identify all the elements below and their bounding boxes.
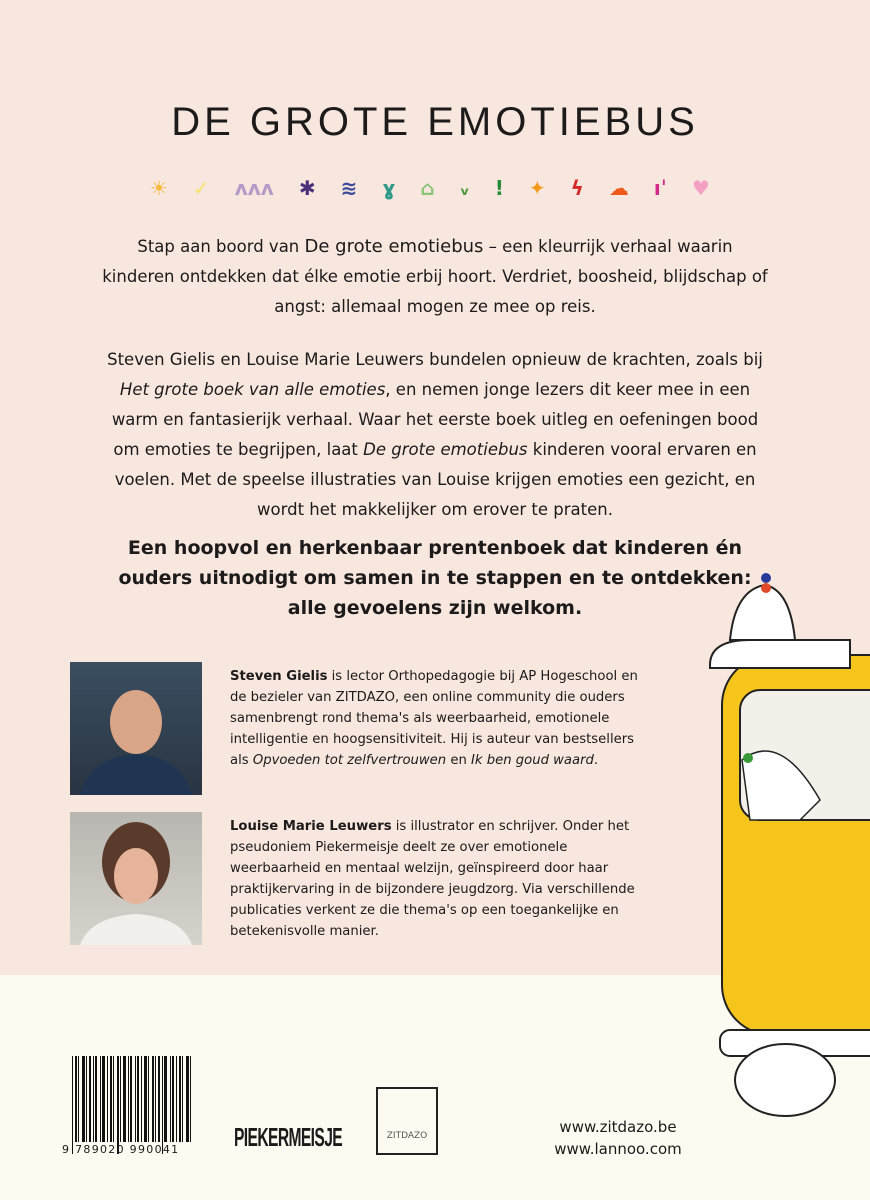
book-title-inline: De grote emotiebus	[304, 236, 484, 257]
intro-paragraph	[100, 232, 770, 322]
barcode-bar	[162, 1056, 163, 1154]
text: Stap aan boord van	[137, 237, 305, 256]
tornado-icon: ≋	[340, 176, 358, 200]
barcode-bar	[158, 1056, 160, 1142]
book-title: DE GROTE EMOTIEBUS	[171, 100, 699, 144]
barcode-bar	[164, 1056, 167, 1142]
sun-icon: ☀	[150, 176, 168, 200]
url-zitdazo[interactable]: www.zitdazo.be	[559, 1118, 677, 1136]
author-name: Louise Marie Leuwers	[230, 819, 392, 834]
sparkle-icon: ✦	[528, 176, 546, 200]
barcode-bar	[172, 1056, 174, 1142]
barcode-bar	[117, 1056, 119, 1154]
barcode-bar	[95, 1056, 97, 1142]
barcode-bar	[141, 1056, 142, 1142]
barcode-bar	[144, 1056, 147, 1142]
book-title-inline: Ik ben goud waard	[471, 753, 594, 768]
book-title-inline: Het grote boek van alle emoties	[119, 380, 386, 399]
book-title-inline: De grote emotiebus	[363, 440, 528, 459]
text: is lector Orthopedagogie bij AP Hogeschool en de bezieler van ZITDAZO, een online community die ouders samenbrengt rond thema's als weerbaarheid, emotionele intelligentie en hoogsensitiviteit. Hij is auteur van bestsellers als	[230, 669, 638, 768]
barcode-bar	[148, 1056, 149, 1142]
zigzag-icon: ʌʌʌ	[234, 176, 274, 200]
barcode-bar	[155, 1056, 156, 1142]
barcode-bar	[113, 1056, 114, 1142]
barcode-bar	[186, 1056, 189, 1142]
barcode-bar	[128, 1056, 129, 1142]
barcode-bar	[120, 1056, 121, 1142]
url-lannoo[interactable]: www.lannoo.com	[554, 1140, 682, 1158]
barcode-bar	[93, 1056, 94, 1142]
barcode-bar	[107, 1056, 108, 1142]
zitdazo-logo: ZITDAZO	[376, 1087, 438, 1155]
check-icon: ✓	[192, 176, 210, 200]
barcode-bar	[82, 1056, 85, 1142]
piekermeisje-logo: PIEKERMEISJE	[234, 1122, 343, 1152]
barcode-bar	[152, 1056, 154, 1142]
book-title-inline: Opvoeden tot zelfvertrouwen	[252, 753, 447, 768]
text: kinderen vooral ervaren en voelen. Met de speelse illustraties van Louise krijgen emoties een gezicht, en wordt het makkelijker om erover te praten.	[114, 440, 757, 519]
text: en	[446, 753, 472, 768]
text: – een kleurrijk verhaal waarin kinderen ontdekken dat élke emotie erbij hoort. Verdriet, boosheid, blijdschap of angst: allemaal mogen ze mee op reis.	[102, 237, 768, 316]
text: Steven Gielis en Louise Marie Leuwers bundelen opnieuw de krachten, zoals bij	[107, 350, 763, 369]
barcode-bar	[170, 1056, 171, 1142]
isbn-number: 9 789020 990041	[62, 1143, 180, 1156]
text: , en nemen jonge lezers dit keer mee in een warm en fantasierijk verhaal. Waar het eerste boek uitleg en oefeningen bood om emoties te begrijpen, laat	[111, 380, 759, 459]
author-bio-louise	[230, 816, 650, 942]
lightning-icon: ϟ	[570, 176, 584, 200]
body-paragraph	[100, 345, 770, 525]
sprout-icon: ɣ	[382, 176, 396, 200]
heart-icon: ♥	[691, 176, 710, 200]
author-name: Steven Gielis	[230, 669, 328, 684]
house-icon: ⌂	[420, 176, 435, 200]
leaves-icon: ᵥ	[459, 176, 470, 200]
publisher-urls	[548, 1116, 688, 1160]
emotion-icons-row	[150, 176, 710, 200]
barcode-bar	[78, 1056, 79, 1142]
barcode-bar	[137, 1056, 139, 1142]
author-photo-steven	[70, 662, 202, 795]
barcode-bar	[89, 1056, 91, 1142]
flower-icon: ✱	[298, 176, 316, 200]
barcode-bar	[100, 1056, 101, 1142]
barcode-bar	[86, 1056, 87, 1142]
text: .	[593, 753, 599, 768]
cloud-icon: ☁	[608, 176, 629, 200]
barcode-bar	[123, 1056, 126, 1142]
barcode-bar	[130, 1056, 132, 1142]
drops-icon: ıˈ	[653, 176, 667, 200]
barcode-bar	[182, 1056, 183, 1142]
bus-illustration	[690, 560, 870, 1120]
tagline: Een hoopvol en herkenbaar prentenboek dat kinderen én ouders uitnodigt om samen in te stappen en te ontdekken: alle gevoelens zijn welkom.	[118, 537, 752, 619]
barcode-bar	[75, 1056, 77, 1142]
barcode-bar	[72, 1056, 73, 1154]
author-bio-steven	[230, 666, 650, 771]
barcode-bar	[102, 1056, 105, 1142]
barcode-bar	[135, 1056, 136, 1142]
barcode-bar	[176, 1056, 177, 1142]
text: is illustrator en schrijver. Onder het pseudoniem Piekermeisje deelt ze over emotionele weerbaarheid en mentaal welzijn, geïnspireerd door haar praktijkervaring in de bijzondere jeugdzorg. Via verschillende publicaties verkent ze die thema's op een toegankelijke en betekenisvolle manier.	[230, 819, 635, 939]
barcode-bar	[190, 1056, 191, 1142]
barcode-bar	[179, 1056, 181, 1142]
barcode	[72, 1056, 194, 1156]
barcode-bar	[110, 1056, 112, 1142]
exclamation-icon: !	[494, 176, 504, 200]
author-photo-louise	[70, 812, 202, 945]
